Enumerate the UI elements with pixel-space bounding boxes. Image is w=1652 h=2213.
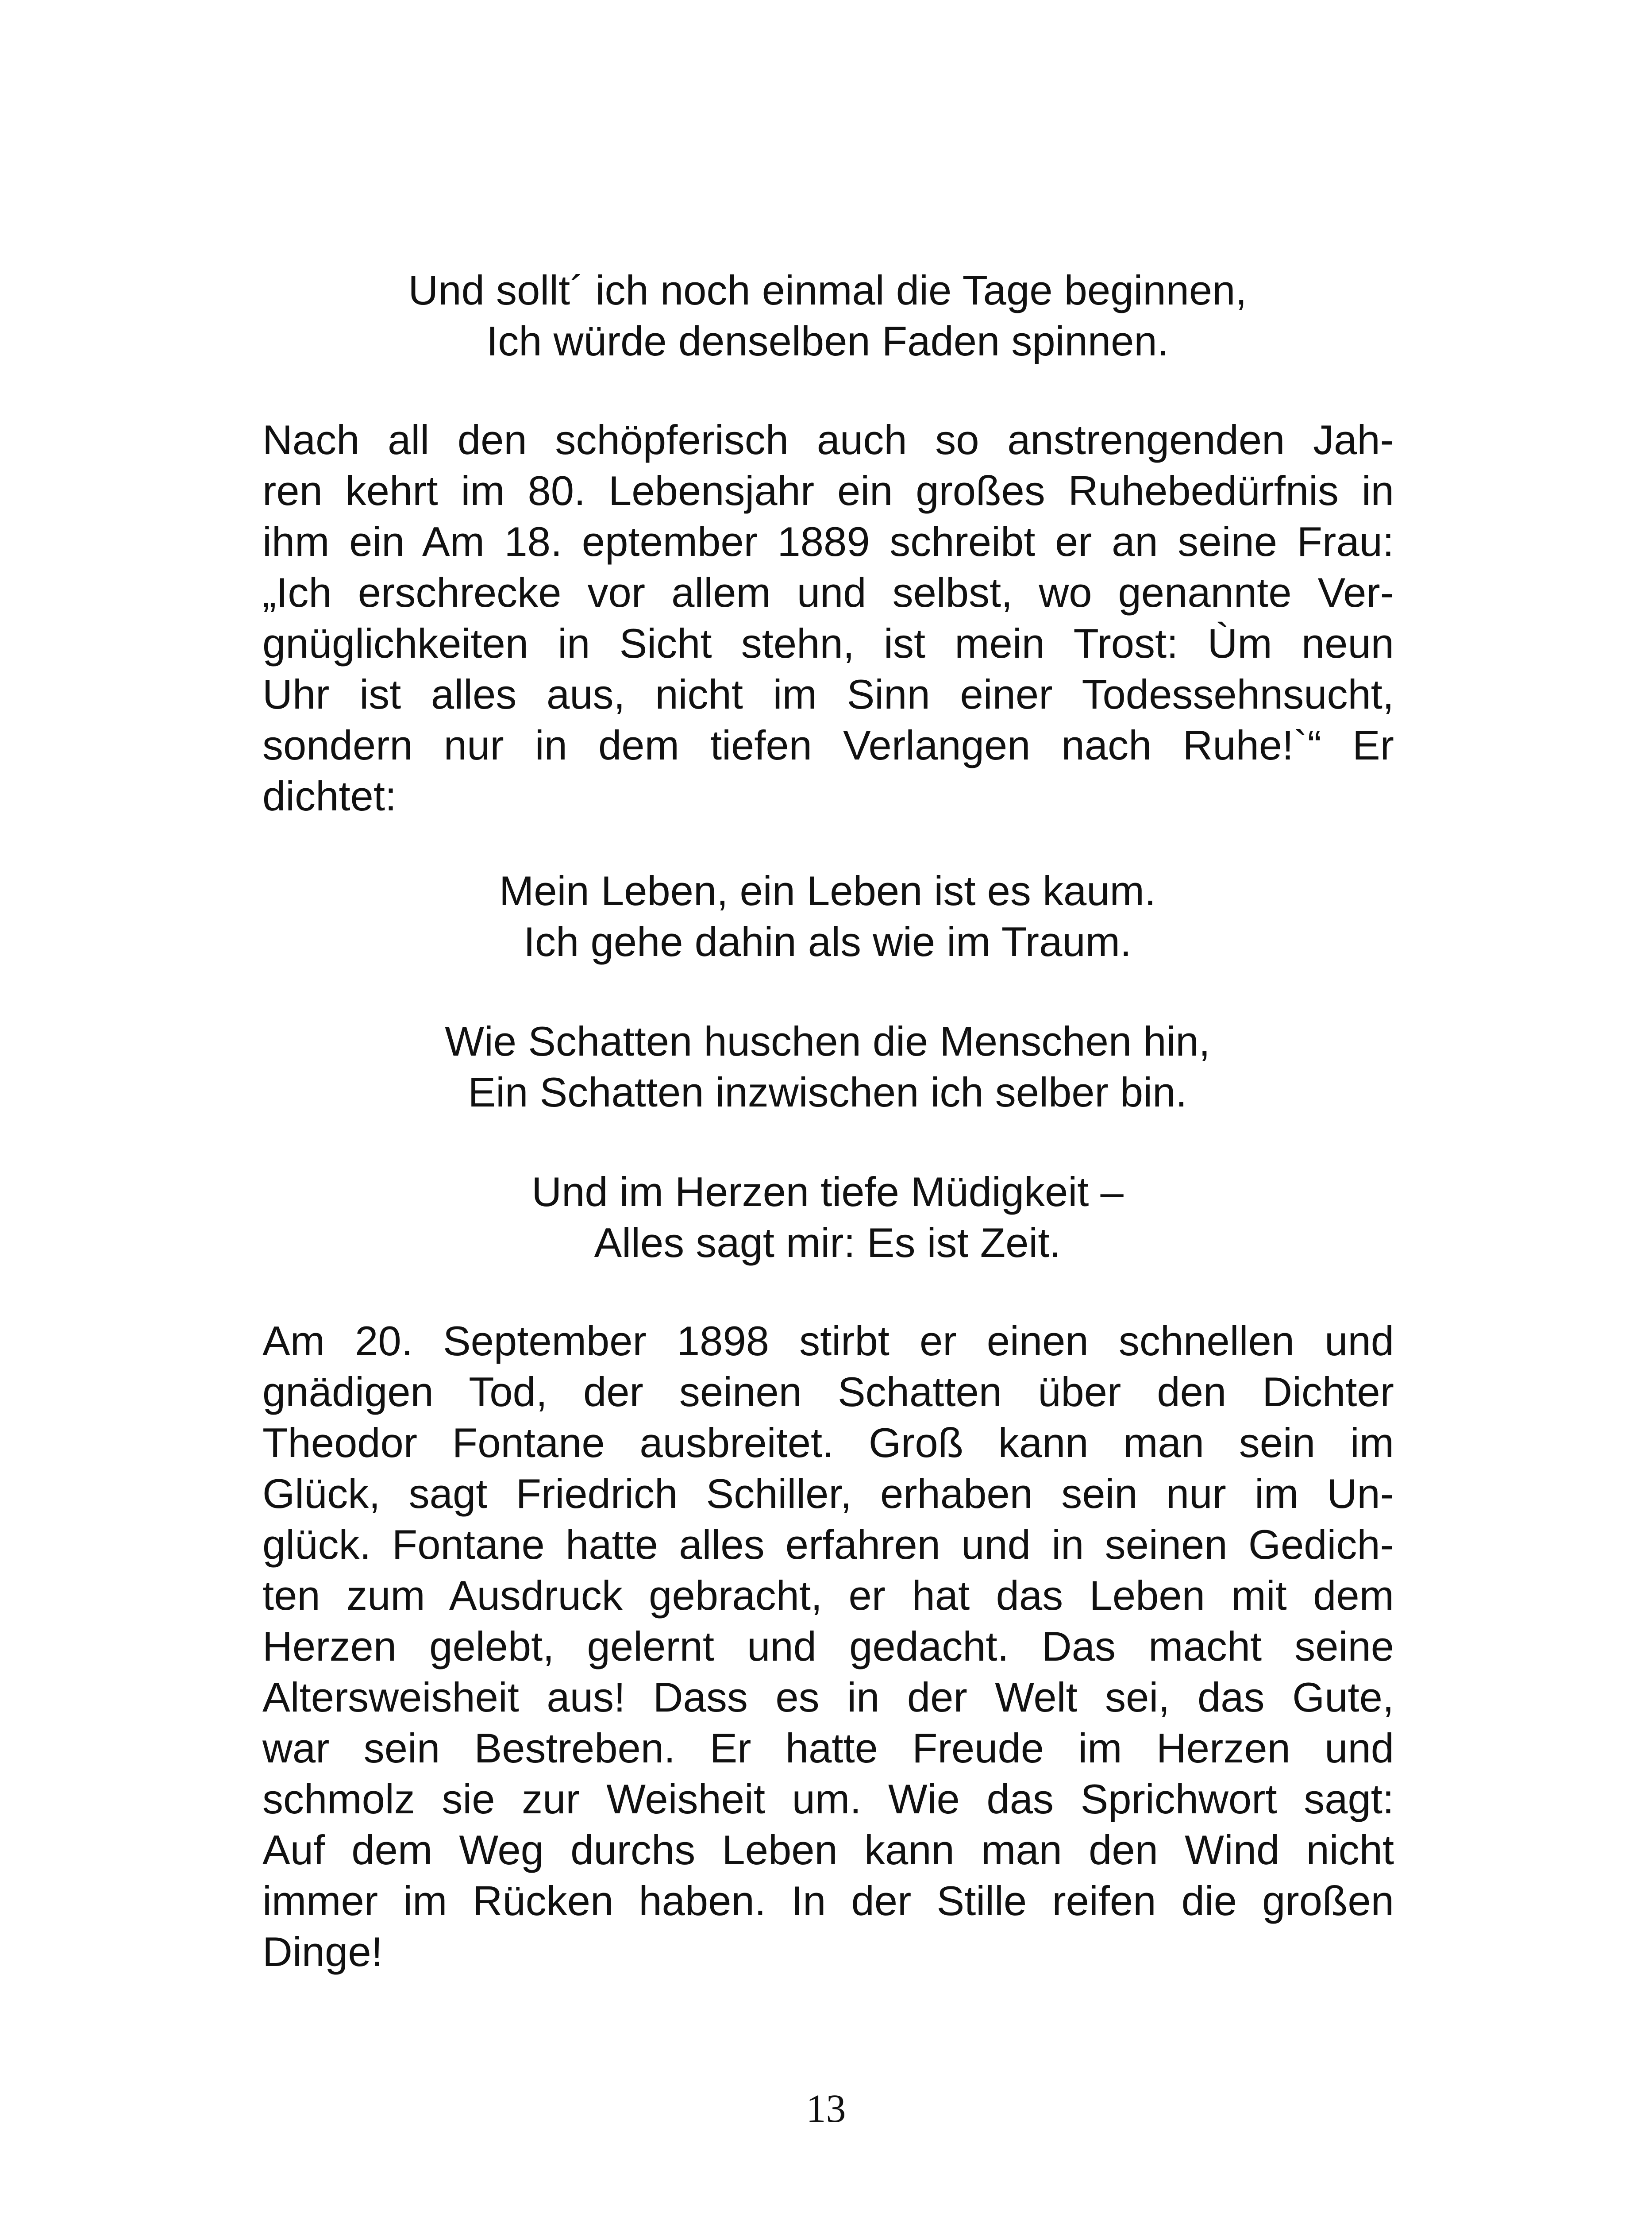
verse-line: Und im Herzen tiefe Müdigkeit –	[531, 1168, 1124, 1215]
verse-line: Ich würde denselben Faden spinnen.	[486, 318, 1169, 364]
verse-stanza-1	[261, 265, 1394, 366]
paragraph-line: war sein Bestreben. Er hatte Freude im Herzen und	[262, 1725, 1394, 1771]
paragraph-line: Am 20. September 1898 stirbt er einen schnellen und	[262, 1318, 1394, 1364]
verse-line: Ich gehe dahin als wie im Traum.	[523, 918, 1132, 965]
paragraph-line: „Ich erschrecke vor allem und selbst, wo genannte Ver-	[262, 569, 1394, 616]
paragraph-line: ten zum Ausdruck gebracht, er hat das Leben mit dem	[262, 1572, 1394, 1619]
verse-line: Und sollt´ ich noch einmal die Tage beginnen,	[408, 267, 1247, 313]
paragraph-line: Nach all den schöpferisch auch so anstrengenden Jah-	[262, 416, 1394, 463]
paragraph-line: schmolz sie zur Weisheit um. Wie das Sprichwort sagt:	[262, 1776, 1394, 1822]
paragraph-1	[262, 414, 1394, 821]
verse-line: Mein Leben, ein Leben ist es kaum.	[499, 867, 1156, 914]
paragraph-line: ren kehrt im 80. Lebensjahr ein großes Ruhebedürfnis in	[262, 467, 1394, 514]
verse-line: Wie Schatten huschen die Menschen hin,	[445, 1018, 1210, 1064]
paragraph-line: sondern nur in dem tiefen Verlangen nach Ruhe!`“ Er	[262, 722, 1394, 768]
paragraph-line: immer im Rücken haben. In der Stille reifen die großen	[262, 1878, 1394, 1924]
verse-line: Ein Schatten inzwischen ich selber bin.	[468, 1069, 1187, 1115]
paragraph-line: gnädigen Tod, der seinen Schatten über den Dichter	[262, 1369, 1394, 1415]
paragraph-line: glück. Fontane hatte alles erfahren und in seinen Gedich-	[262, 1521, 1394, 1568]
verse-line: Alles sagt mir: Es ist Zeit.	[594, 1219, 1061, 1266]
paragraph-line: Glück, sagt Friedrich Schiller, erhaben sein nur im Un-	[262, 1470, 1394, 1517]
paragraph-line: ihm ein Am 18. eptember 1889 schreibt er an seine Frau:	[262, 518, 1394, 565]
paragraph-line: Uhr ist alles aus, nicht im Sinn einer Todessehnsucht,	[262, 671, 1394, 717]
paragraph-line: Herzen gelebt, gelernt und gedacht. Das macht seine	[262, 1623, 1394, 1669]
paragraph-line: dichtet:	[262, 773, 397, 819]
paragraph-line: Theodor Fontane ausbreitet. Groß kann man sein im	[262, 1419, 1394, 1466]
verse-stanza-4	[261, 1166, 1394, 1268]
paragraph-line: Altersweisheit aus! Dass es in der Welt sei, das Gute,	[262, 1674, 1394, 1720]
paragraph-line: gnüglichkeiten in Sicht stehn, ist mein Trost: Ùm neun	[262, 620, 1394, 667]
verse-stanza-2	[261, 865, 1394, 967]
paragraph-line: Dinge!	[262, 1928, 383, 1975]
paragraph-2	[262, 1315, 1394, 1977]
verse-stanza-3	[261, 1016, 1394, 1118]
paragraph-line: Auf dem Weg durchs Leben kann man den Wind nicht	[262, 1827, 1394, 1873]
page-number: 13	[806, 2087, 846, 2131]
